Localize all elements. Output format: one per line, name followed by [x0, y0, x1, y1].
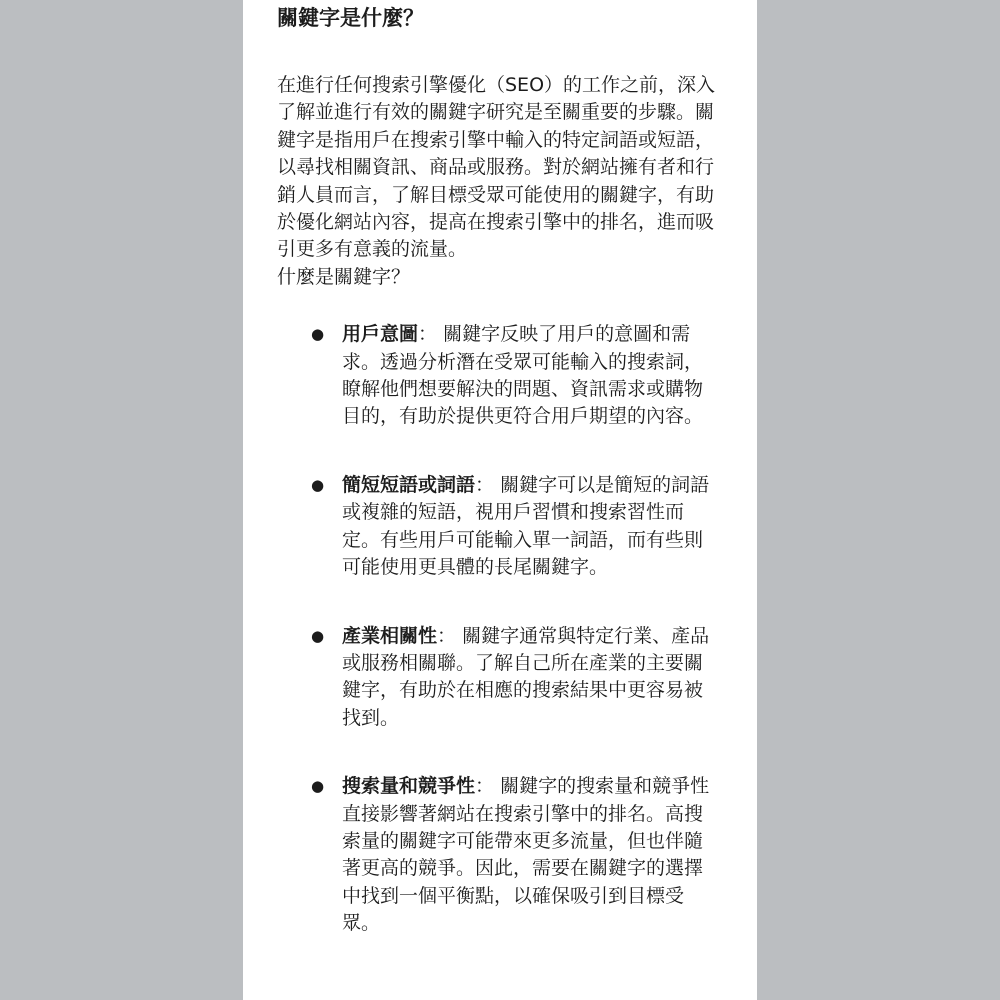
- item-separator: ：: [475, 473, 501, 496]
- item-text: 關鍵字通常與特定行業、產品或服務相關聯。了解自己所在產業的主要關鍵字，有助於在相應的搜索結果中更容易被找到。: [342, 624, 710, 729]
- item-text: 關鍵字可以是簡短的詞語或複雜的短語，視用戶習慣和搜索習性而定。有些用戶可能輸入單一詞語，而有些則可能使用更具體的長尾關鍵字。: [342, 473, 710, 579]
- item-text: 關鍵字反映了用戶的意圖和需求。透過分析潛在受眾可能輸入的搜索詞，瞭解他們想要解決的問題、資訊需求或購物目的，有助於提供更符合用戶期望的內容。: [342, 323, 704, 428]
- item-text: 關鍵字的搜索量和競爭性直接影響著網站在搜索引擎中的排名。高搜索量的關鍵字可能帶來更多流量，但也伴隨著更高的競爭。因此，需要在關鍵字的選擇中找到一個平衡點，以確保吸引到目標受眾。: [342, 775, 710, 935]
- item-term: 簡短短語或詞語: [342, 473, 476, 496]
- section-subheading: 什麼是關鍵字？: [277, 265, 411, 288]
- list-item: [311, 773, 717, 937]
- item-separator: ：: [475, 775, 501, 798]
- item-term: 用戶意圖: [342, 323, 419, 346]
- article-heading: 關鍵字是什麼？: [277, 6, 424, 30]
- article-content: [277, 4, 717, 979]
- keyword-aspects-list: [277, 321, 717, 937]
- list-item: [311, 472, 717, 582]
- list-item: [311, 321, 717, 431]
- item-separator: ：: [418, 323, 444, 346]
- item-separator: ：: [437, 624, 463, 647]
- bullet-icon: ●: [311, 626, 325, 645]
- list-item: [311, 623, 717, 733]
- bullet-icon: ●: [311, 325, 325, 344]
- bullet-icon: ●: [311, 777, 325, 796]
- intro-paragraph: 在進行任何搜索引擎優化（SEO）的工作之前，深入了解並進行有效的關鍵字研究是至關重要的步驟。關鍵字是指用戶在搜索引擎中輸入的特定詞語或短語，以尋找相關資訊、商品或服務。對於網站擁有者和行銷人員而言，了解目標受眾可能使用的關鍵字，有助於優化網站內容，提高在搜索引擎中的排名，進而吸引更多有意義的流量。: [277, 74, 716, 261]
- bullet-icon: ●: [311, 475, 325, 494]
- item-term: 產業相關性: [342, 624, 438, 647]
- item-term: 搜索量和競爭性: [342, 775, 476, 798]
- document-page: [243, 0, 757, 1000]
